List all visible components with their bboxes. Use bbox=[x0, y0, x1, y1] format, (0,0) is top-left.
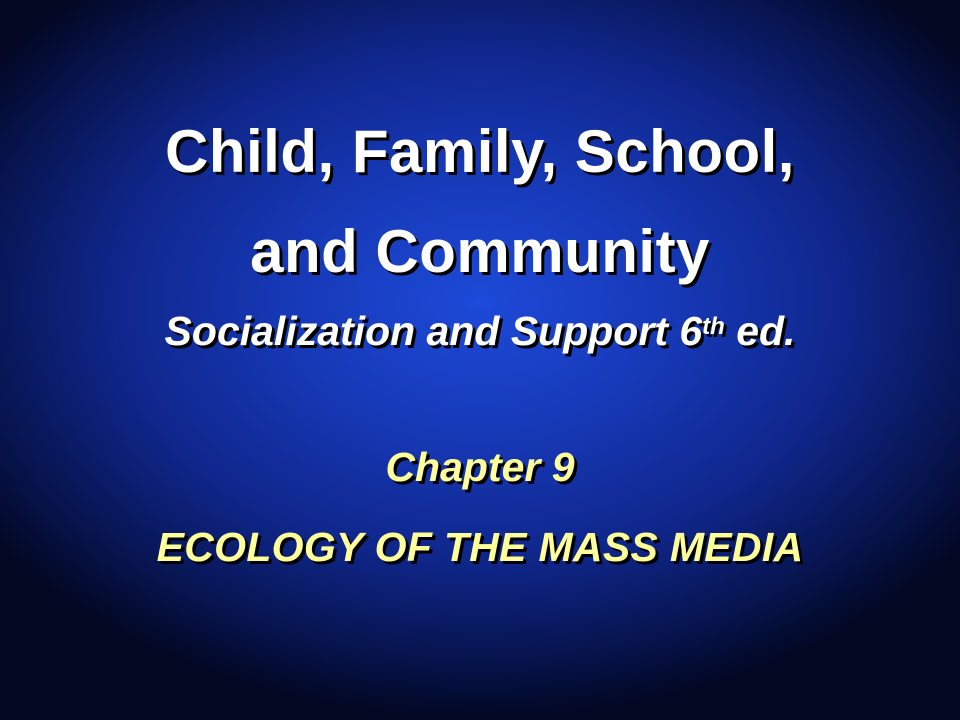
slide-title-line-1: Child, Family, School, bbox=[165, 118, 795, 185]
chapter-number: Chapter 9 bbox=[385, 444, 575, 490]
subtitle-text: Socialization and Support 6 bbox=[164, 308, 703, 354]
chapter-title: ECOLOGY OF THE MASS MEDIA bbox=[156, 524, 804, 570]
subtitle-suffix: ed. bbox=[724, 308, 796, 354]
slide-title-line-2: and Community bbox=[250, 218, 710, 285]
slide-subtitle bbox=[0, 306, 960, 356]
subtitle-superscript: th bbox=[702, 313, 725, 340]
